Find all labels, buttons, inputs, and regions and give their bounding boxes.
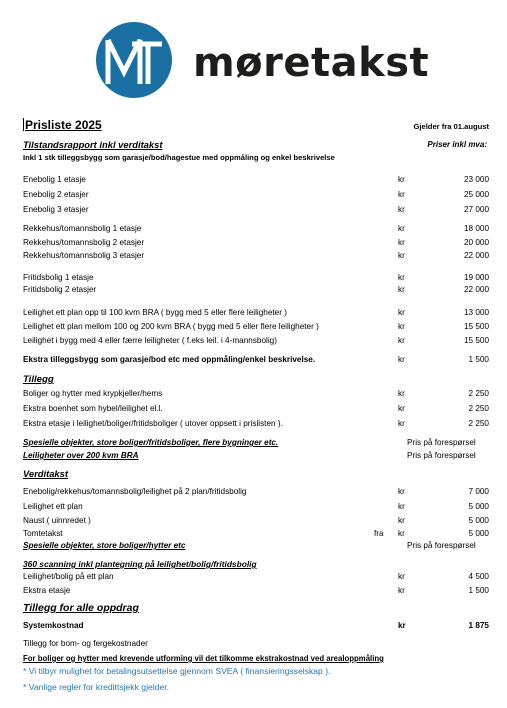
section-heading-scanning: 360 scanning inkl plantegning på leilighet/bolig/fritidsbolig (23, 559, 257, 569)
row-unit: kr (398, 502, 405, 511)
large-apartments-heading: Leiligheter over 200 kvm BRA (23, 451, 139, 460)
row-unit: kr (398, 336, 405, 345)
section-heading-alle: Tillegg for alle oppdrag (23, 602, 139, 614)
row-price: 22 000 (463, 285, 489, 294)
row-price: 18 000 (463, 224, 489, 233)
ferry-note: Tillegg for bom- og fergekostnader (23, 639, 148, 648)
row-label: Ekstra boenhet som hybel/leilighet el.l. (23, 404, 163, 413)
row-unit: kr (398, 224, 405, 233)
row-unit: kr (398, 572, 405, 581)
row-label: Leilighet/bolig på ett plan (23, 572, 114, 581)
row-label: Fritidsbolig 2 etasjer (23, 285, 97, 294)
row-price: 1 500 (468, 586, 489, 595)
row-unit: kr (398, 308, 405, 317)
row-price: 27 000 (463, 205, 489, 214)
valid-from: Gjelder fra 01.august (413, 122, 489, 131)
row-price: 22 000 (463, 251, 489, 260)
row-label: Ekstra tilleggsbygg som garasje/bod etc med oppmåling/enkel beskrivelse. (23, 355, 316, 364)
row-label: Enebolig 1 etasje (23, 175, 86, 184)
price-on-request: Pris på forespørsel (407, 438, 476, 447)
row-label: Tomtetakst (23, 529, 63, 538)
row-label: Leilighet ett plan opp til 100 kvm BRA ( bygg med 5 eller flere leiligheter ) (23, 308, 287, 317)
row-label: Ekstra etasje i leilighet/boliger/fritidsboliger ( utover oppsett i prislisten ). (23, 419, 283, 428)
row-label: Systemkostnad (23, 621, 84, 630)
row-price: 1 875 (468, 621, 489, 630)
brand-name: møretakst (193, 40, 430, 86)
row-unit: kr (398, 205, 405, 214)
row-unit: kr (398, 389, 405, 398)
row-unit: kr (398, 355, 405, 364)
row-prefix: fra (374, 529, 384, 538)
section-heading-tillegg: Tillegg (23, 374, 54, 385)
row-unit: kr (398, 285, 405, 294)
row-price: 4 500 (468, 572, 489, 581)
special-objects-heading: Spesielle objekter, store boliger/fritidsboliger, flere bygninger etc. (23, 438, 279, 447)
row-label: Boliger og hytter med krypkjeller/hems (23, 389, 163, 398)
row-unit: kr (398, 516, 405, 525)
row-price: 2 250 (468, 404, 489, 413)
row-label: Leilighet i bygg med 4 eller færre leiligheter ( f.eks leil. i 4-mannsbolig) (23, 336, 277, 345)
row-unit: kr (398, 419, 405, 428)
price-header: Priser inkl mva: (427, 140, 487, 149)
row-unit: kr (398, 621, 406, 630)
row-unit: kr (398, 404, 405, 413)
row-unit: kr (398, 586, 405, 595)
section-subheading: Inkl 1 stk tilleggsbygg som garasje/bod/hagestue med oppmåling og enkel beskrivelse (23, 153, 335, 162)
row-price: 5 000 (468, 529, 489, 538)
price-on-request: Pris på forespørsel (407, 541, 476, 550)
row-price: 25 000 (463, 190, 489, 199)
complex-note: For boliger og hytter med krevende utforming vil det tilkomme ekstrakostnad ved arealoppmåling (23, 654, 384, 663)
payment-note: * Vi tilbyr mulighet for betalingsutsettelse gjennom SVEA ( finansieringsselskap ). (23, 666, 331, 676)
row-label: Enebolig 3 etasjer (23, 205, 89, 214)
row-price: 5 000 (468, 516, 489, 525)
row-unit: kr (398, 529, 405, 538)
row-label: Fritidsbolig 1 etasje (23, 273, 94, 282)
row-price: 1 500 (468, 355, 489, 364)
row-unit: kr (398, 273, 405, 282)
row-label: Enebolig/rekkehus/tomannsbolig/leilighet på 2 plan/fritidsbolig (23, 487, 247, 496)
row-price: 15 500 (463, 336, 489, 345)
row-label: Rekkehus/tomannsbolig 1 etasje (23, 224, 142, 233)
row-price: 2 250 (468, 419, 489, 428)
price-on-request: Pris på forespørsel (407, 451, 476, 460)
page-title: Prisliste 2025 (25, 118, 102, 132)
row-unit: kr (398, 238, 405, 247)
row-price: 15 500 (463, 322, 489, 331)
row-price: 23 000 (463, 175, 489, 184)
row-label: Enebolig 2 etasjer (23, 190, 89, 199)
row-unit: kr (398, 175, 405, 184)
special-objects-verditakst: Spesielle objekter, store boliger/hytter etc (23, 541, 186, 550)
row-price: 13 000 (463, 308, 489, 317)
row-unit: kr (398, 190, 405, 199)
row-label: Rekkehus/tomannsbolig 3 etasjer (23, 251, 145, 260)
row-label: Naust ( uinnredet ) (23, 516, 91, 525)
row-label: Leilighet ett plan (23, 502, 83, 511)
section-heading-tilstand: Tilstandsrapport inkl verditakst (23, 139, 163, 150)
row-price: 20 000 (463, 238, 489, 247)
row-unit: kr (398, 322, 405, 331)
row-price: 7 000 (468, 487, 489, 496)
row-label: Rekkehus/tomannsbolig 2 etasjer (23, 238, 145, 247)
row-label: Ekstra etasje (23, 586, 71, 595)
credit-note: * Vanlige regler for kredittsjekk gjelder. (23, 682, 170, 692)
row-price: 5 000 (468, 502, 489, 511)
row-label: Leilighet ett plan mellom 100 og 200 kvm BRA ( bygg med 5 eller flere leiligheter ) (23, 322, 319, 331)
row-price: 19 000 (463, 273, 489, 282)
section-heading-verditakst: Verditakst (23, 468, 68, 479)
row-unit: kr (398, 487, 405, 496)
row-price: 2 250 (468, 389, 489, 398)
row-unit: kr (398, 251, 405, 260)
